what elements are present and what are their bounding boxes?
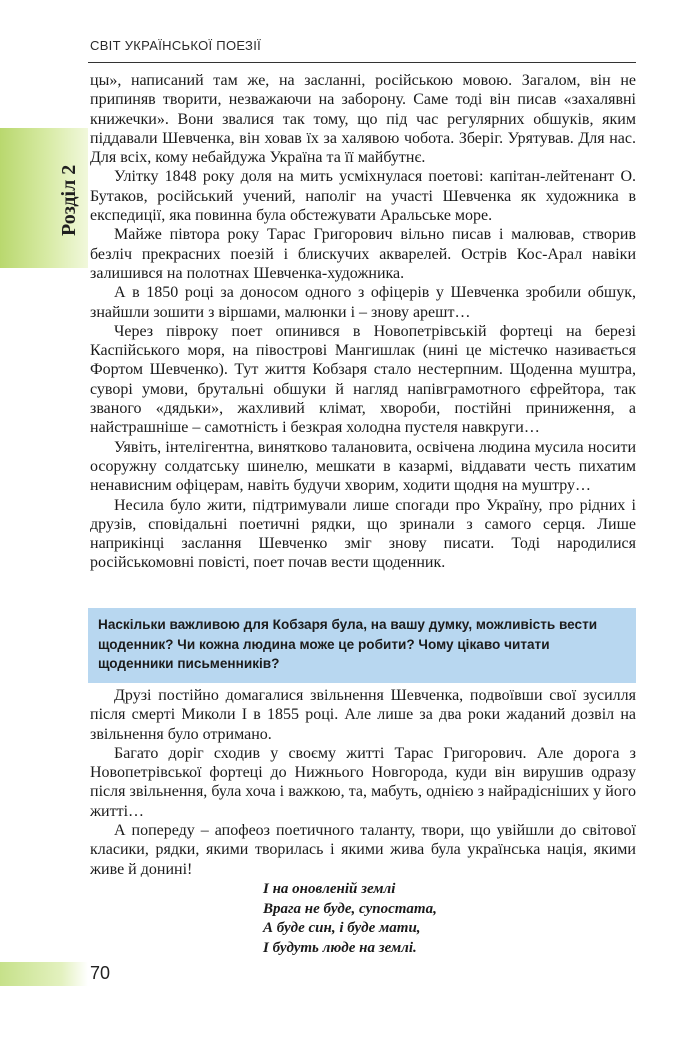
main-text-continued xyxy=(90,686,636,879)
poem-line: А буде син, і буде мати, xyxy=(263,920,421,936)
paragraph: Несила було жити, підтримували лише спогади про Україну, про рідних і друзів, сповідальні поетичні рядки, що зринали з самого серця. Лише наприкінці заслання Шевченко зміг знову писати. Тоді народилися російськомовні повісті, поет почав вести щоденник. xyxy=(90,496,636,572)
paragraph: А в 1850 році за доносом одного з офіцерів у Шевченка зробили обшук, знайшли зошити з віршами, малюнки і – знову арешт… xyxy=(90,284,636,321)
poem-quote xyxy=(263,880,437,958)
poem-line: І на оновленій землі xyxy=(263,881,396,897)
paragraph: Майже півтора року Тарас Григорович вільно писав і малював, створив безліч прекрасних поезій і блискучих акварелей. Острів Кос-Арал навіки залишився на полотнах Шевченка-художника. xyxy=(90,226,636,282)
paragraph: Улітку 1848 року доля на мить усміхнулася поетові: капітан-лейтенант О. Бутаков, російський учений, наполіг на участі Шевченка як художника в експедиції, яка повинна була обстежувати Аральське море. xyxy=(90,168,636,225)
poem-line: Врага не буде, супостата, xyxy=(263,900,437,917)
main-text xyxy=(90,71,636,573)
question-box: Наскільки важливою для Кобзаря була, на вашу думку, можливість вести щоденник? Чи кожна людина може це робити? Чому цікаво читати щоденники письменників? xyxy=(88,608,636,683)
paragraph: Через півроку поет опинився в Новопетрівській фортеці на березі Каспійського моря, на півострові Мангишлак (нині це містечко називається Фортом Шевченко). Тут життя Кобзаря стало нестерпним. Щоденна муштра, суворі умови, брутальні обшуки й нагляд напівграмотного єфрейтора, так званого «дядьки», жахливий клімат, хвороби, постійні приниження, а найстрашніше – самотність і безкрая холодна пустеля навкруги… xyxy=(90,322,636,437)
poem-line: І будуть люде на землі. xyxy=(263,939,417,956)
paragraph: А попереду – апофеоз поетичного таланту, твори, що увійшли до світової класики, рядки, якими творилась і якими жива була українська нація, якими живе й донині! xyxy=(90,822,636,878)
header-rule xyxy=(88,62,636,63)
footer-tab xyxy=(0,962,88,986)
paragraph: Друзі постійно домагалися звільнення Шевченка, подвоївши свої зусилля після смерті Миколи І в 1855 році. Але лише за два роки жаданий дозвіл на звільнення було отримано. xyxy=(90,687,636,743)
running-header: СВІТ УКРАЇНСЬКОЇ ПОЕЗІЇ xyxy=(90,38,262,53)
paragraph: Багато доріг сходив у своєму житті Тарас Григорович. Але дорога з Новопетрівської фортеці до Нижнього Новгорода, куди він вирушив одразу після звільнення, була хоча і важкою, та, мабуть, однією з найрадісніших у його житті… xyxy=(90,744,636,820)
page-number: 70 xyxy=(90,963,111,983)
chapter-label: Розділ 2 xyxy=(58,164,80,236)
paragraph: цы», написаний там же, на засланні, російською мовою. Загалом, він не припиняв творити, незважаючи на заборону. Саме тоді він писав «захалявні книжечки». Вони звалися так тому, що під час регулярних обшуків, яким піддавали Шевченка, він ховав їх за халявою чобота. Зберіг. Урятував. Для нас. Для всіх, кому небайдужа Україна та її майбутнє. xyxy=(90,72,636,167)
paragraph: Уявіть, інтелігентна, винятково талановита, освічена людина мусила носити осоружну солдатську шинелю, мешкати в казармі, віддавати честь пихатим ненависним офіцерам, навіть будучи хворим, ходити щодня на муштру… xyxy=(90,438,636,495)
